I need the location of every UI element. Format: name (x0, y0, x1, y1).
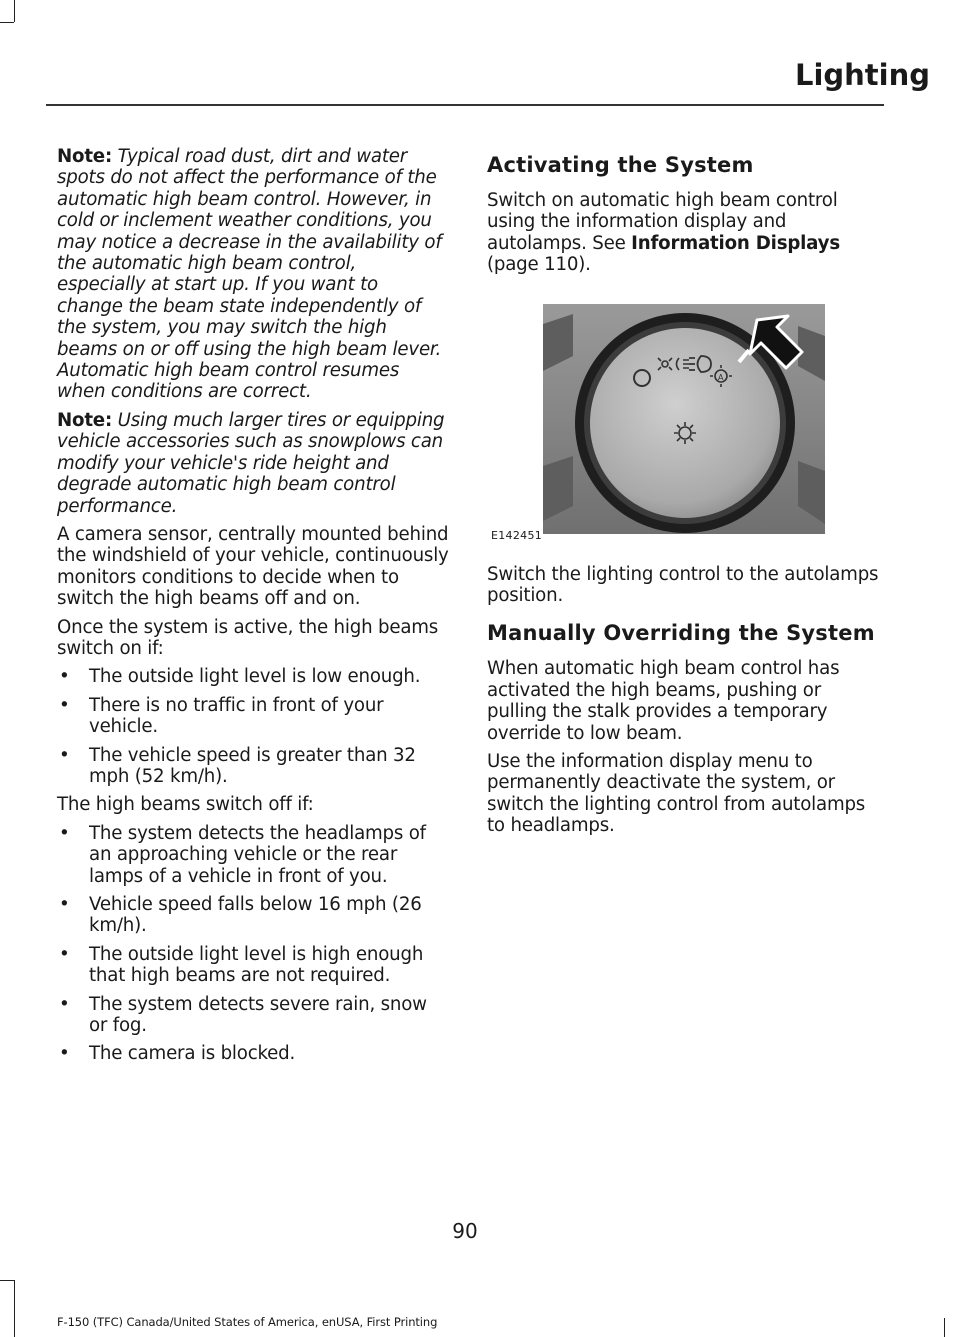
bullet-icon: • (59, 744, 70, 766)
crop-mark-bottom-right-v (944, 1318, 945, 1337)
crop-mark-top-left-v (14, 0, 15, 22)
list-item: • There is no traffic in front of your vehicle. (59, 694, 384, 738)
heading-manual-override: Manually Overriding the System (487, 621, 875, 646)
para-activating: Switch on automatic high beam control using the information display and autolamps. See Information Displays (page 110). (487, 190, 840, 276)
para-camera-sensor: A camera sensor, centrally mounted behind the windshield of your vehicle, continuously monitors conditions to decide when to switch the high beams off and on. (57, 523, 449, 610)
para-switch-on-intro: Once the system is active, the high beams switch on if: (57, 616, 439, 659)
para-info-menu: Use the information display menu to permanently deactivate the system, or switch the lighting control from autolamps to headlamps. (487, 751, 866, 837)
list-item: • Vehicle speed falls below 16 mph (26 km/h). (59, 894, 422, 937)
bullet-icon: • (59, 993, 70, 1015)
note-label: Note: (57, 146, 113, 167)
section-title: Lighting (794, 58, 930, 92)
switch-on-list (57, 666, 449, 787)
svg-text:A: A (718, 372, 724, 382)
bullet-icon: • (59, 822, 70, 844)
bullet-icon: • (59, 943, 70, 965)
crop-mark-bottom-left-v (14, 1280, 15, 1337)
list-item: • The system detects severe rain, snow or fog. (59, 993, 427, 1037)
page-number: 90 (452, 1219, 478, 1243)
heading-activating-system: Activating the System (487, 153, 754, 177)
bullet-icon: • (59, 694, 70, 716)
figure-code: E142451 (491, 528, 543, 542)
left-column (57, 146, 449, 1072)
note-label: Note: (57, 409, 113, 431)
note-text: Typical road dust, dirt and water spots do not affect the performance of the automatic high beam control. However, in cold or inclement weather conditions, you may notice a decrease in the availability of the automatic high beam control, especially at start up. If you want to change the beam state independently of the system, you may switch the high beams on or off using the high beam lever. Automatic high beam control resumes when conditions are correct. (57, 146, 442, 403)
bullet-icon: • (59, 894, 70, 915)
lighting-control-illustration (543, 296, 825, 541)
list-item: • The outside light level is low enough. (59, 666, 421, 688)
crop-mark-bottom-left-h (0, 1280, 14, 1281)
list-item: • The outside light level is high enough that high beams are not required. (59, 943, 424, 987)
crop-mark-top-left-h (0, 22, 14, 23)
link-information-displays[interactable]: Information Displays (631, 232, 840, 254)
list-item: • The system detects the headlamps of an approaching vehicle or the rear lamps of a vehicle in front of you. (59, 822, 426, 887)
list-item: • The vehicle speed is greater than 32 mph (52 km/h). (59, 744, 416, 787)
bullet-icon: • (59, 666, 70, 688)
para-switch-off-intro: The high beams switch off if: (57, 794, 314, 816)
list-item: • The camera is blocked. (59, 1043, 296, 1065)
header-rule (46, 104, 884, 106)
bullet-icon: • (59, 1043, 70, 1065)
note-text: Using much larger tires or equipping vehicle accessories such as snowplows can modify your vehicle's ride height and degrade automatic high beam control performance. (57, 409, 445, 517)
lighting-control-figure (487, 296, 827, 548)
note-typical-road-dust (57, 146, 449, 403)
right-column (487, 146, 885, 844)
switch-off-list (57, 823, 449, 1065)
para-switch-lighting: Switch the lighting control to the autolamps position. (487, 563, 879, 607)
note-larger-tires (57, 410, 449, 517)
para-override: When automatic high beam control has activated the high beams, pushing or pulling the stalk provides a temporary override to low beam. (487, 658, 840, 744)
footer-edition: F-150 (TFC) Canada/United States of America, enUSA, First Printing (57, 1315, 438, 1329)
